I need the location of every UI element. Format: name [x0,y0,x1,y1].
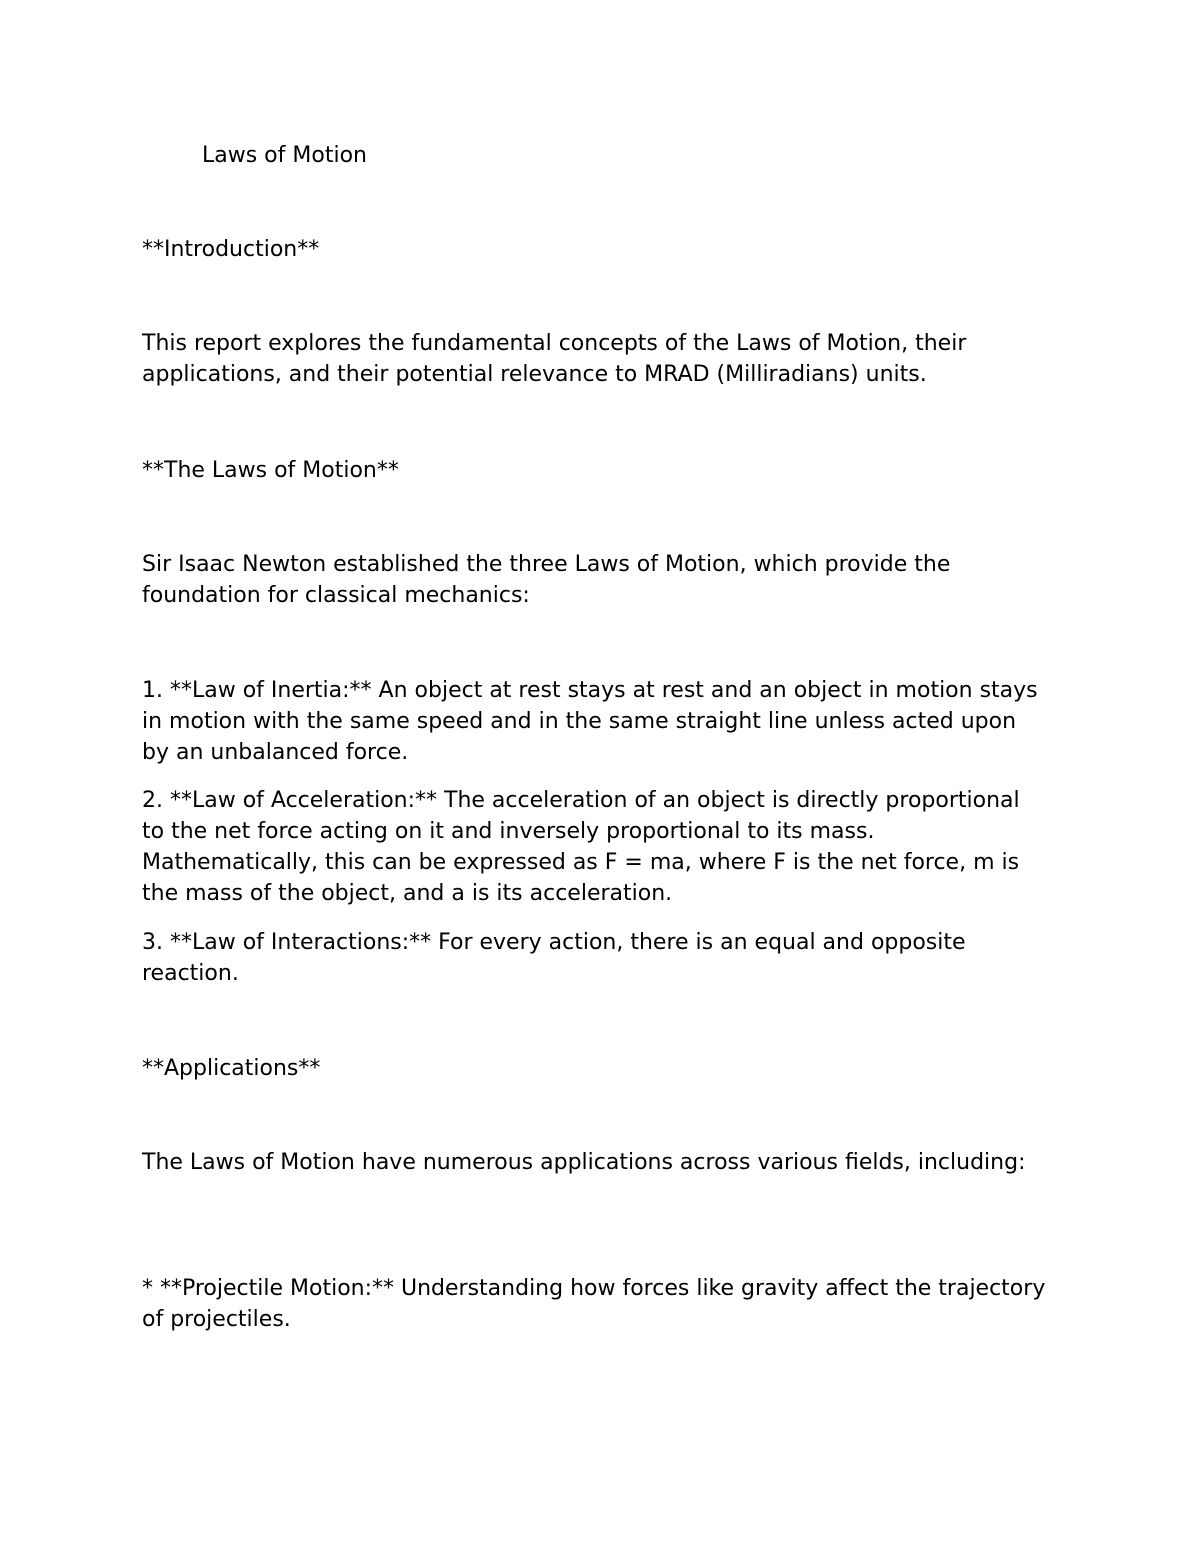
applications-heading: **Applications** [142,1056,321,1081]
law-item-interactions: 3. **Law of Interactions:** For every action, there is an equal and opposite reaction. [142,930,966,986]
law-item-acceleration: 2. **Law of Acceleration:** The acceleration of an object is directly proportional to the net force acting on it and inversely proportional to its mass. Mathematically, this can be expressed as F = ma, where F is the net force, m is the mass of the object, and a is its acceleration. [142,788,1020,906]
law-item-inertia: 1. **Law of Inertia:** An object at rest stays at rest and an object in motion stays in motion with the same speed and in the same straight line unless acted upon by an unbalanced force. [142,678,1038,765]
document-title: Laws of Motion [202,143,367,168]
applications-intro-paragraph: The Laws of Motion have numerous applications across various fields, including: [142,1150,1026,1175]
intro-heading: **Introduction** [142,237,320,262]
laws-heading: **The Laws of Motion** [142,458,399,483]
application-item-projectile: * **Projectile Motion:** Understanding how forces like gravity affect the trajectory of projectiles. [142,1276,1046,1332]
intro-paragraph: This report explores the fundamental concepts of the Laws of Motion, their applications, and their potential relevance to MRAD (Milliradians) units. [142,331,967,387]
laws-intro-paragraph: Sir Isaac Newton established the three Laws of Motion, which provide the foundation for classical mechanics: [142,552,951,608]
